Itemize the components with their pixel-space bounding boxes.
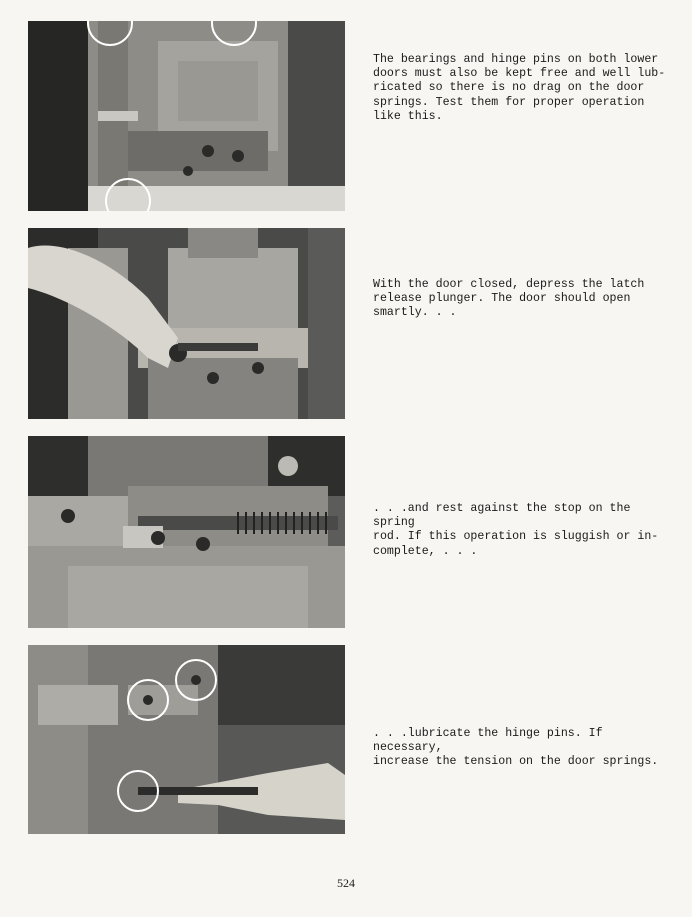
caption-latch-release-plunger: With the door closed, depress the latch release plunger. The door should open smartly. . .: [373, 278, 645, 320]
caption-lower-door-hinges: The bearings and hinge pins on both lower doors must also be kept free and well lub- ricated so there is no drag on the door springs. Test them for proper operation like this.: [373, 53, 666, 123]
photo-door-spring-rod: [28, 436, 345, 628]
photo-latch-release-plunger: [28, 228, 345, 419]
caption-door-spring-rod: . . .and rest against the stop on the spring rod. If this operation is sluggish or in- complete, . . .: [373, 502, 659, 558]
photo-lubricate-hinge-pins: [28, 645, 345, 834]
photo-lower-door-hinges: [28, 21, 345, 211]
caption-lubricate-hinge-pins: . . .lubricate the hinge pins. If necessary, increase the tension on the door springs.: [373, 727, 659, 769]
page-number: 524: [337, 876, 355, 890]
